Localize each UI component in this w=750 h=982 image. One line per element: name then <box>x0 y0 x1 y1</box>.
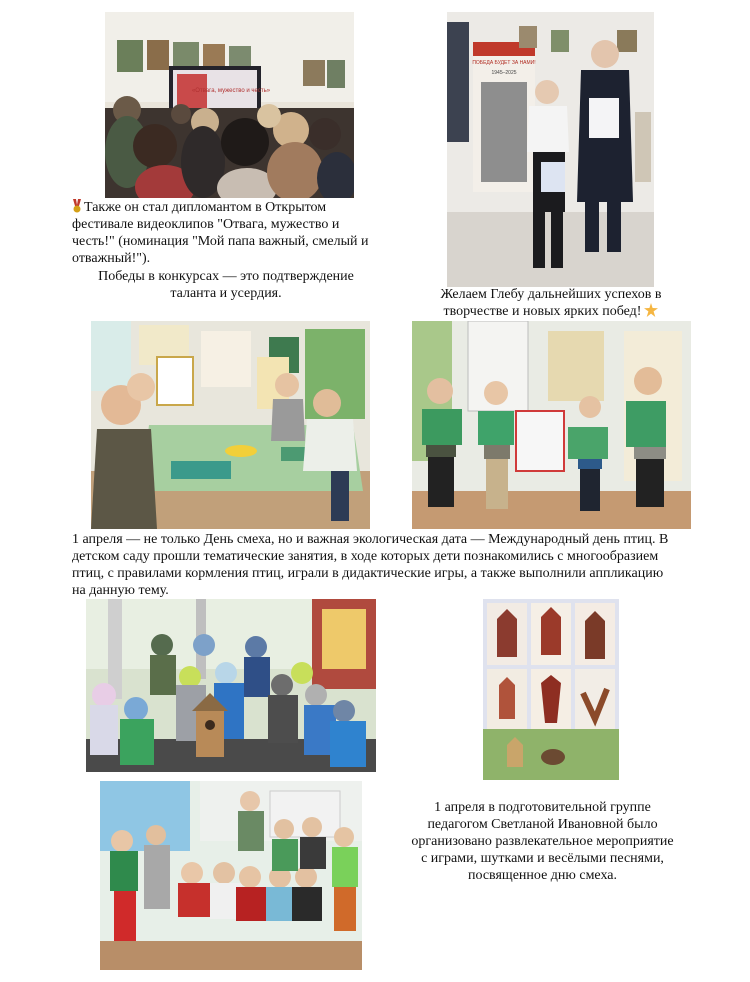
diploma-paragraph <box>72 199 372 267</box>
sparkle-star-icon <box>644 303 658 317</box>
banner-years: 1945–2025 <box>491 70 517 76</box>
photo-group-indoors <box>100 781 362 970</box>
medal-icon <box>72 199 82 213</box>
diploma-text: Также он стал дипломантом в Открытом фестивале видеоклипов "Отвага, мужество и честь!" (номинация "Мой папа важный, смелый и отважный!"). <box>72 200 369 266</box>
photo-event-audience <box>105 12 354 198</box>
laughter-day-text: 1 апреля в подготовительной группе педагогом Светланой Ивановной было организовано развлекательное мероприятие с играми, шутками и весёлыми песнями, посвященное дню смеха. <box>411 800 674 883</box>
photo-award-ceremony <box>447 12 654 287</box>
bird-day-text: 1 апреля — не только День смеха, но и важная экологическая дата — Международный день птиц. В детском саду прошли тематические занятия, в ходе которых дети познакомились с многообразием птиц, с правилами кормления птиц, играли в дидактические игры, а также выполнили аппликацию на данную тему. <box>72 532 669 598</box>
photo-bird-crafts <box>483 599 619 780</box>
photo-kids-at-table <box>91 321 370 529</box>
victories-text: Победы в конкурсах — это подтверждение таланта и усердия. <box>98 269 354 301</box>
photo-kids-with-crafts <box>412 321 691 529</box>
wishes-text: Желаем Глебу дальнейших успехов в творчестве и новых ярких побед! <box>440 287 662 319</box>
photo-group-with-birdhouse <box>86 599 376 772</box>
wishes-paragraph <box>416 286 686 320</box>
banner-title: ПОБЕДА БУДЕТ ЗА НАМИ! <box>472 60 536 66</box>
screen-title: «Отвага, мужество и честь» <box>191 88 271 94</box>
